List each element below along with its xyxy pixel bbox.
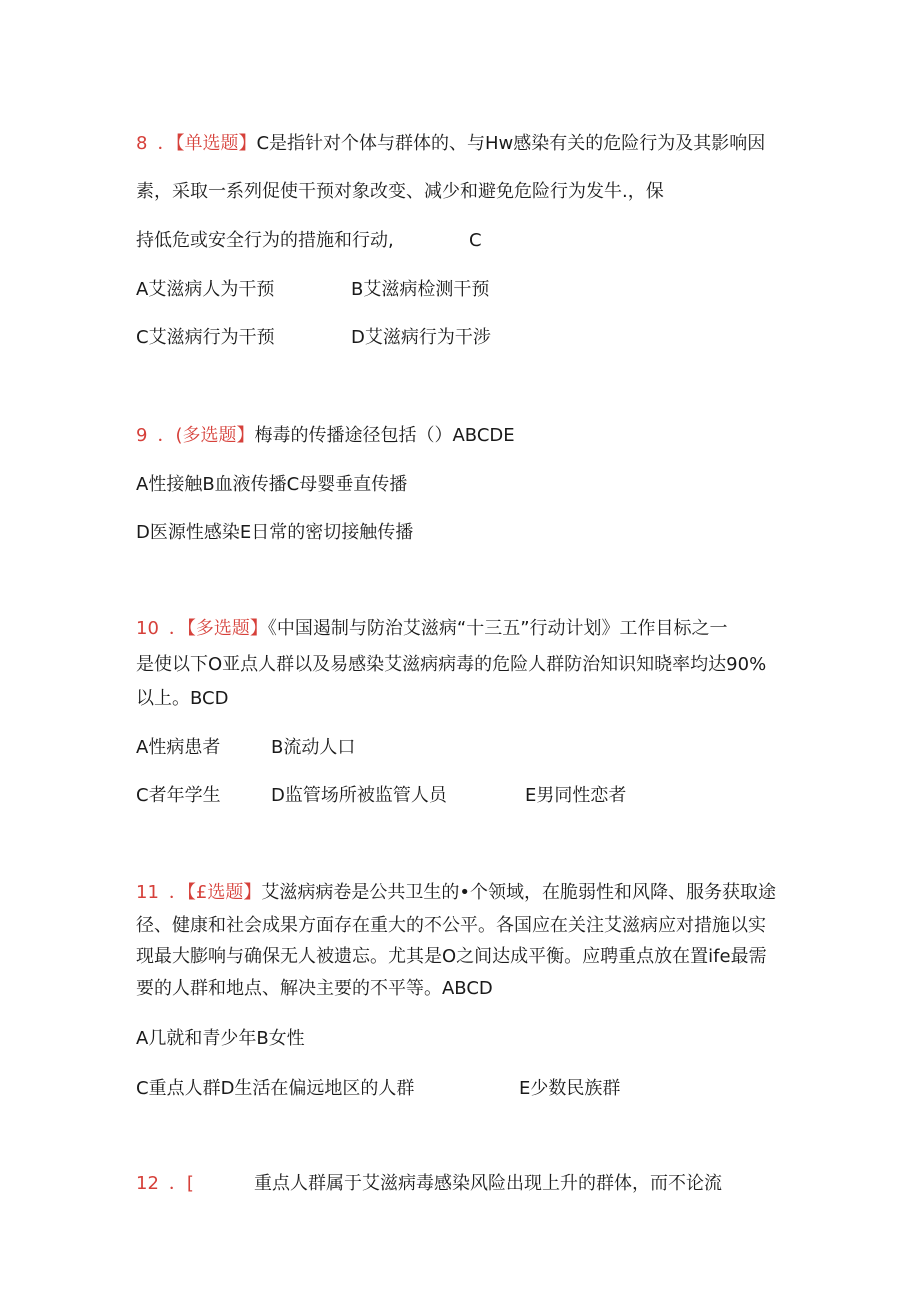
q11-options-1-text: A几就和青少年B女性 xyxy=(136,1028,305,1049)
q9-type-tag: (多选题】 xyxy=(175,425,255,446)
q10-text-1: 《中国遏制与防治艾滋病“十三五”行动计划》工作目标之一 xyxy=(267,618,728,639)
q10-dot: ． xyxy=(168,618,187,639)
q8-line2 xyxy=(136,179,664,205)
q12-dot: ．[ xyxy=(168,1173,194,1194)
q12-text-1: 重点人群属于艾滋病毒感染风险出现上升的群体，而不论流 xyxy=(254,1173,722,1194)
q11-text-3: 现最大膨响与确保无人被遗忘。尤其是O之间达成平衡。应聘重点放在置ife最需 xyxy=(136,946,767,967)
q10-option-d-text: D监管场所被监管人员 xyxy=(271,785,447,806)
q10-option-c xyxy=(136,783,221,809)
q8-line1 xyxy=(136,131,765,157)
q10-line2 xyxy=(136,652,766,678)
q8-text-2: 素，采取一系列促使干预对象改变、减少和避免危险行为发牛.，保 xyxy=(136,181,664,202)
q11-text-1: 艾滋病病卷是公共卫生的•个领域，在脆弱性和风降、服务获取途 xyxy=(261,882,776,903)
q10-option-c-text: C者年学生 xyxy=(136,785,221,806)
q8-type-tag: 【单选题】 xyxy=(175,133,257,154)
q11-options-1 xyxy=(136,1026,305,1052)
q8-option-d xyxy=(351,325,491,351)
q9-options-1 xyxy=(136,472,407,498)
q9-number: 9 xyxy=(136,425,148,446)
q8-text-3: 持低危或安全行为的措施和行动, xyxy=(136,230,394,251)
q8-line3 xyxy=(136,228,394,254)
q8-answer xyxy=(469,228,482,254)
q8-dot: ． xyxy=(157,133,176,154)
q8-option-c-text: C艾滋病行为干预 xyxy=(136,327,275,348)
q10-option-e-text: E男同性恋者 xyxy=(525,785,627,806)
q10-line3 xyxy=(136,686,228,712)
q12-line1 xyxy=(136,1171,194,1197)
q9-dot: ． xyxy=(157,425,176,446)
q10-type-tag: 【多选题】 xyxy=(186,618,268,639)
q9-options-1-text: A性接触B血液传播C母婴垂直传播 xyxy=(136,474,408,495)
q9-line1 xyxy=(136,423,515,449)
q10-number: 10 xyxy=(136,618,159,639)
q9-text-1: 梅毒的传播途径包括（）ABCDE xyxy=(254,425,515,446)
q10-option-a-text: A性病患者 xyxy=(136,737,221,758)
q9-options-2 xyxy=(136,520,413,546)
q11-line4 xyxy=(136,976,493,1002)
q12-number: 12 xyxy=(136,1173,159,1194)
q8-number: 8 xyxy=(136,133,148,154)
q11-type-tag: 【£选题】 xyxy=(186,882,262,903)
q11-dot: ． xyxy=(168,882,187,903)
q8-option-a-text: A艾滋病人为干预 xyxy=(136,279,275,300)
q8-option-b xyxy=(351,277,489,303)
q8-option-c xyxy=(136,325,275,351)
q11-option-e xyxy=(519,1076,620,1102)
q11-text-4: 要的人群和地点、解决主要的不平等。ABCD xyxy=(136,978,493,999)
q11-option-e-text: E少数民族群 xyxy=(519,1078,621,1099)
q11-text-2: 径、健康和社会成果方面存在重大的不公平。各国应在关注艾滋病应对措施以实 xyxy=(136,915,766,936)
q9-options-2-text: D医源性感染E日常的密切接触传播 xyxy=(136,522,414,543)
q11-line2 xyxy=(136,913,766,939)
q10-option-d xyxy=(271,783,447,809)
q10-text-3: 以上。BCD xyxy=(136,688,229,709)
q11-line3 xyxy=(136,944,767,970)
q11-line1 xyxy=(136,880,776,906)
q10-option-a xyxy=(136,735,220,761)
q10-text-2: 是使以下O亚点人群以及易感染艾滋病病毒的危险人群防治知识知晓率均达90% xyxy=(136,654,767,675)
q8-option-a xyxy=(136,277,274,303)
q10-line1 xyxy=(136,616,728,642)
q11-number: 11 xyxy=(136,882,159,903)
q8-option-d-text: D艾滋病行为干涉 xyxy=(351,327,491,348)
q10-option-b-text: B流动人口 xyxy=(271,737,356,758)
q11-options-2-text: C重点人群D生活在偏远地区的人群 xyxy=(136,1078,415,1099)
q8-text-1: C是指针对个体与群体的、与Hw感染有关的危险行为及其影响因 xyxy=(256,133,766,154)
q10-option-b xyxy=(271,735,355,761)
q11-options-2 xyxy=(136,1076,414,1102)
q10-option-e xyxy=(525,783,626,809)
q8-option-b-text: B艾滋病检测干预 xyxy=(351,279,490,300)
q12-line1-text xyxy=(254,1171,722,1197)
q8-answer-text: C xyxy=(469,230,482,251)
